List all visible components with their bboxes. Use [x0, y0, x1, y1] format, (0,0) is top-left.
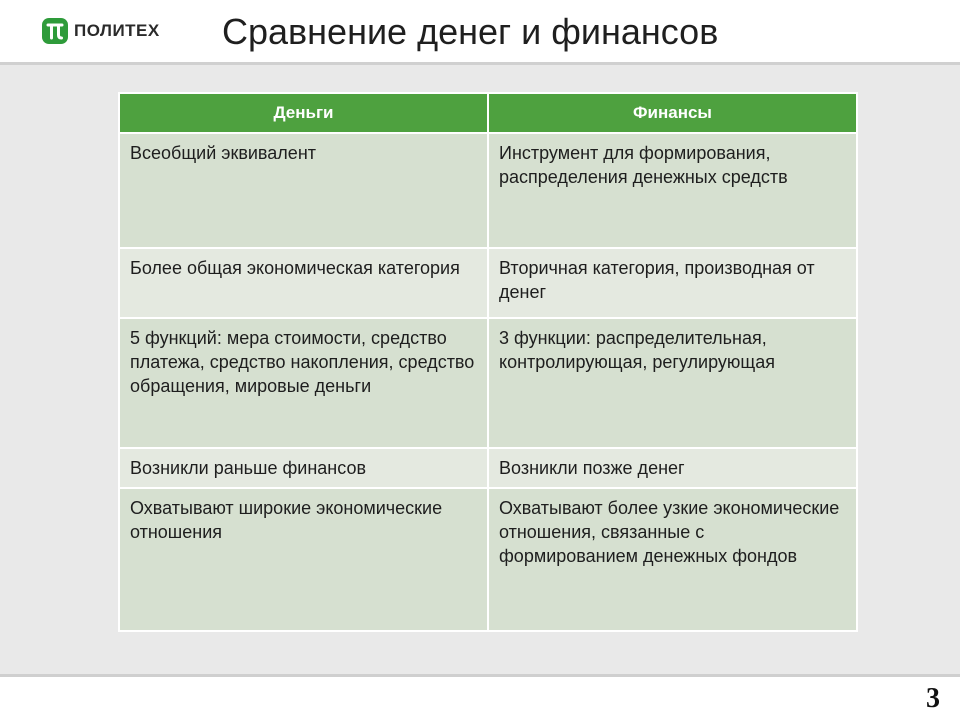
- politech-logo: [42, 17, 160, 45]
- table-row: [119, 133, 857, 248]
- table-row: [119, 248, 857, 318]
- comparison-table: [118, 92, 858, 632]
- slide-footer: [0, 677, 960, 720]
- table-cell: Всеобщий эквивалент: [119, 133, 488, 248]
- column-header-finance: Финансы: [488, 93, 857, 133]
- table-row: [119, 448, 857, 488]
- logo-text: ПОЛИТЕХ: [74, 21, 160, 40]
- table-cell: 3 функции: распределительная, контролирующая, регулирующая: [488, 318, 857, 448]
- page-number: 3: [926, 683, 940, 714]
- table-cell: 5 функций: мера стоимости, средство платежа, средство накопления, средство обращения, мировые деньги: [119, 318, 488, 448]
- table-cell: Возникли раньше финансов: [119, 448, 488, 488]
- table-cell: Инструмент для формирования, распределения денежных средств: [488, 133, 857, 248]
- table-cell: Вторичная категория, производная от денег: [488, 248, 857, 318]
- table-cell: Охватывают более узкие экономические отношения, связанные с формированием денежных фондов: [488, 488, 857, 631]
- slide-title: Сравнение денег и финансов: [222, 11, 719, 52]
- table-row: [119, 318, 857, 448]
- table-row: [119, 488, 857, 631]
- table-header-row: [119, 93, 857, 133]
- table-cell: Более общая экономическая категория: [119, 248, 488, 318]
- table-cell: Возникли позже денег: [488, 448, 857, 488]
- pi-logo-icon: [42, 18, 68, 44]
- slide-header: [0, 0, 960, 62]
- table-cell: Охватывают широкие экономические отношения: [119, 488, 488, 631]
- column-header-money: Деньги: [119, 93, 488, 133]
